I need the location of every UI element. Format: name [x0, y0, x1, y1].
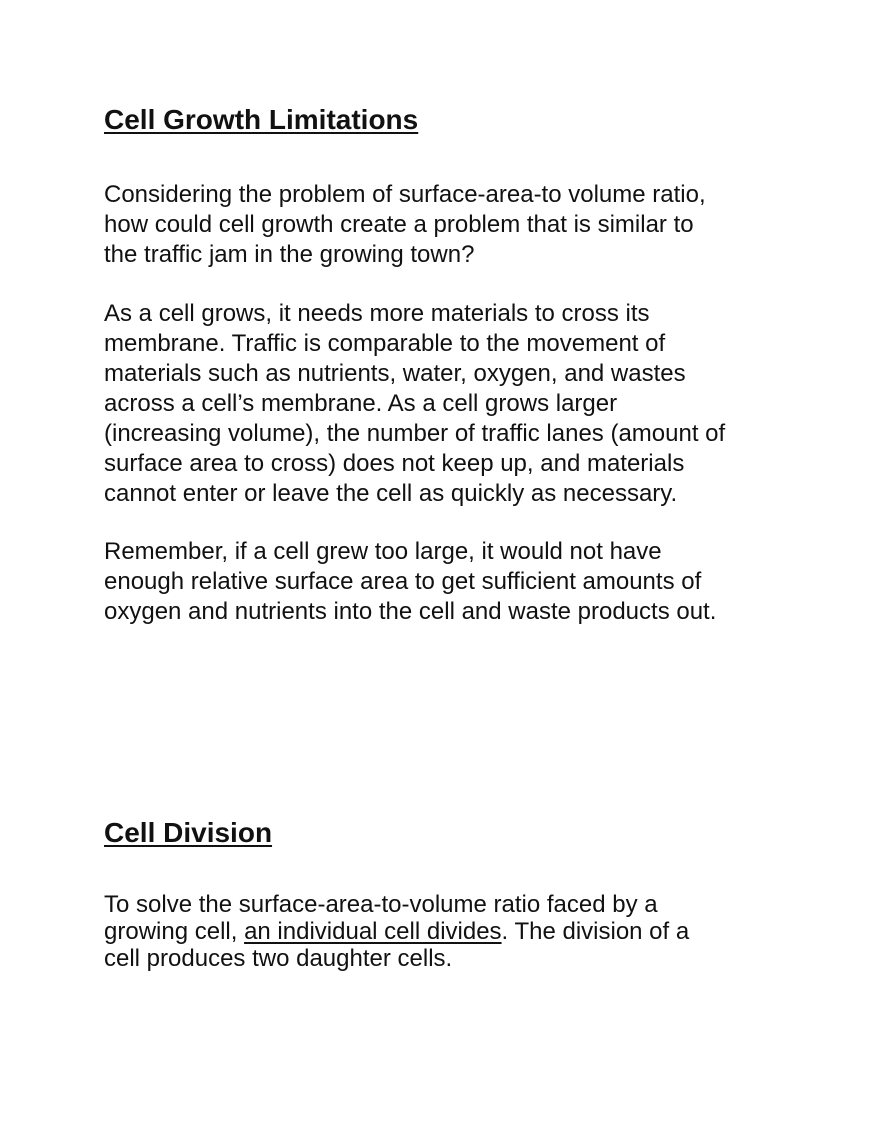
- answer-paragraph: [104, 299, 804, 509]
- text-segment: growing cell,: [104, 918, 245, 945]
- reminder-paragraph: [104, 537, 804, 627]
- text-line: cell produces two daughter cells.: [104, 945, 453, 972]
- text-line: surface area to cross) does not keep up, and materials: [104, 450, 685, 477]
- text-line: cannot enter or leave the cell as quickly as necessary.: [104, 480, 678, 507]
- text-line: materials such as nutrients, water, oxygen, and wastes: [104, 360, 686, 387]
- cell-division-paragraph: [104, 891, 804, 972]
- text-line: Remember, if a cell grew too large, it would not have: [104, 538, 662, 565]
- text-line: the traffic jam in the growing town?: [104, 241, 475, 268]
- underlined-phrase: an individual cell divides: [244, 918, 502, 945]
- text-segment: . The division of a: [501, 918, 690, 945]
- heading-cell-division: Cell Division: [104, 817, 273, 848]
- text-line: across a cell’s membrane. As a cell grows larger: [104, 390, 618, 417]
- text-line: As a cell grows, it needs more materials to cross its: [104, 300, 650, 327]
- text-line: how could cell growth create a problem that is similar to: [104, 211, 694, 238]
- text-line: membrane. Traffic is comparable to the movement of: [104, 330, 666, 357]
- text-line: Considering the problem of surface-area-to volume ratio,: [104, 181, 706, 208]
- text-line: [104, 918, 804, 945]
- question-paragraph: [104, 180, 804, 270]
- text-line: To solve the surface-area-to-volume ratio faced by a: [104, 891, 658, 918]
- text-line: (increasing volume), the number of traffic lanes (amount of: [104, 420, 726, 447]
- text-line: oxygen and nutrients into the cell and waste products out.: [104, 598, 717, 625]
- text-line: enough relative surface area to get sufficient amounts of: [104, 568, 702, 595]
- heading-cell-growth-limitations: Cell Growth Limitations: [104, 104, 419, 135]
